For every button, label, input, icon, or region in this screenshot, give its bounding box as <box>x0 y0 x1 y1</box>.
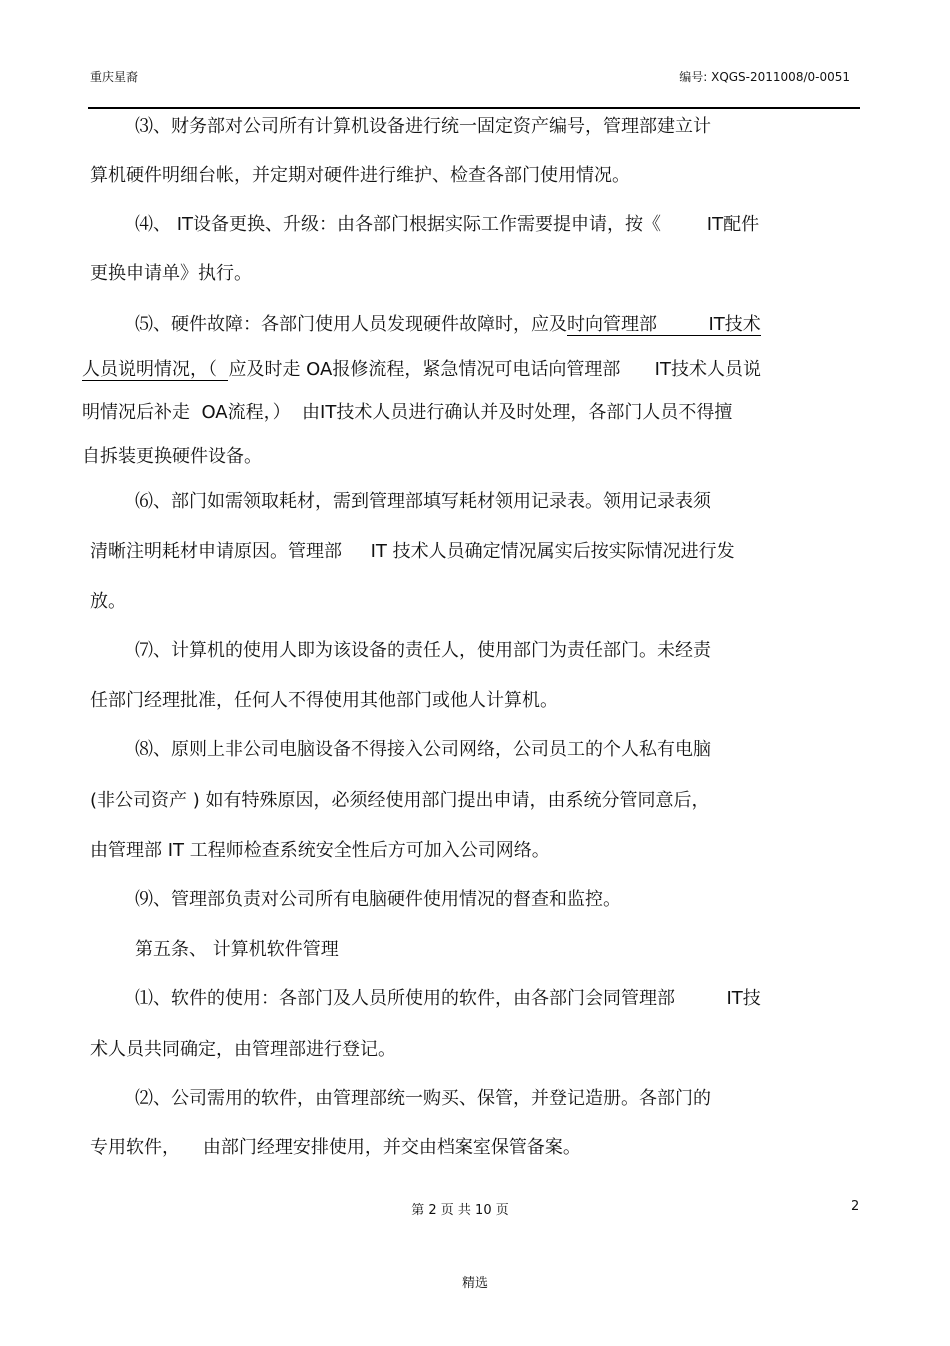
section-heading: 第五条、 计算机软件管理 <box>135 939 339 960</box>
paragraph-line: 清晰注明耗材申请原因。管理部 IT 技术人员确定情况属实后按实际情况进行发 <box>90 541 735 562</box>
paragraph-line: 更换申请单》执行。 <box>90 263 252 284</box>
paragraph-line: ⑷、 IT设备更换、升级：由各部门根据实际工作需要提申请，按《 IT配件 <box>135 214 760 235</box>
paragraph-line: ⑼、管理部负责对公司所有电脑硬件使用情况的督查和监控。 <box>135 889 621 910</box>
paragraph-line: 自拆装更换硬件设备。 <box>82 446 262 467</box>
paragraph-line: 术人员共同确定，由管理部进行登记。 <box>90 1039 396 1060</box>
paragraph-line: ⑴、软件的使用：各部门及人员所使用的软件，由各部门会同管理部 IT技 <box>135 988 761 1009</box>
footer-watermark: 精选 <box>461 1276 488 1291</box>
paragraph-line: ⑺、计算机的使用人即为该设备的责任人，使用部门为责任部门。未经责 <box>135 640 711 661</box>
underlined-text: 人员说明情况，（ <box>82 359 229 380</box>
paragraph-line: 由管理部 IT 工程师检查系统安全性后方可加入公司网络。 <box>90 840 550 861</box>
header-company: 重庆星裔 <box>90 70 139 84</box>
paragraph-line: 专用软件， 由部门经理安排使用，并交由档案室保管备案。 <box>90 1137 581 1158</box>
paragraph-line: 放。 <box>90 591 126 612</box>
paragraph-line: 明情况后补走 OA流程，） 由IT技术人员进行确认并及时处理，各部门人员不得擅 <box>82 402 733 423</box>
paragraph-line: ⑹、部门如需领取耗材，需到管理部填写耗材领用记录表。领用记录表须 <box>135 491 711 512</box>
footer-page-info: 第 2 页 共 10 页 <box>411 1203 509 1218</box>
paragraph-line: ⑶、财务部对公司所有计算机设备进行统一固定资产编号，管理部建立计 <box>135 116 711 137</box>
underlined-text: 时向管理部 IT技术 <box>567 314 761 335</box>
paragraph-line: ⑵、公司需用的软件，由管理部统一购买、保管，并登记造册。各部门的 <box>135 1088 711 1109</box>
paragraph-line: 任部门经理批准，任何人不得使用其他部门或他人计算机。 <box>90 690 558 711</box>
line-text: 应及时走 OA报修流程，紧急情况可电话向管理部 IT技术人员说 <box>228 359 761 380</box>
footer-page-number: 2 <box>851 1199 860 1214</box>
line-text: ⑸、硬件故障：各部门使用人员发现硬件故障时，应及 <box>135 314 567 335</box>
paragraph-line: ⑻、原则上非公司电脑设备不得接入公司网络，公司员工的个人私有电脑 <box>135 739 711 760</box>
paragraph-line <box>82 361 761 379</box>
paragraph-line: (非公司资产 ) 如有特殊原因，必须经使用部门提出申请，由系统分管同意后， <box>90 790 710 811</box>
paragraph-line: 算机硬件明细台帐，并定期对硬件进行维护、检查各部门使用情况。 <box>90 165 630 186</box>
paragraph-line <box>135 316 761 334</box>
header-rule <box>88 107 860 109</box>
header-doc-number: 编号: XQGS-2011008/0-0051 <box>679 70 850 84</box>
